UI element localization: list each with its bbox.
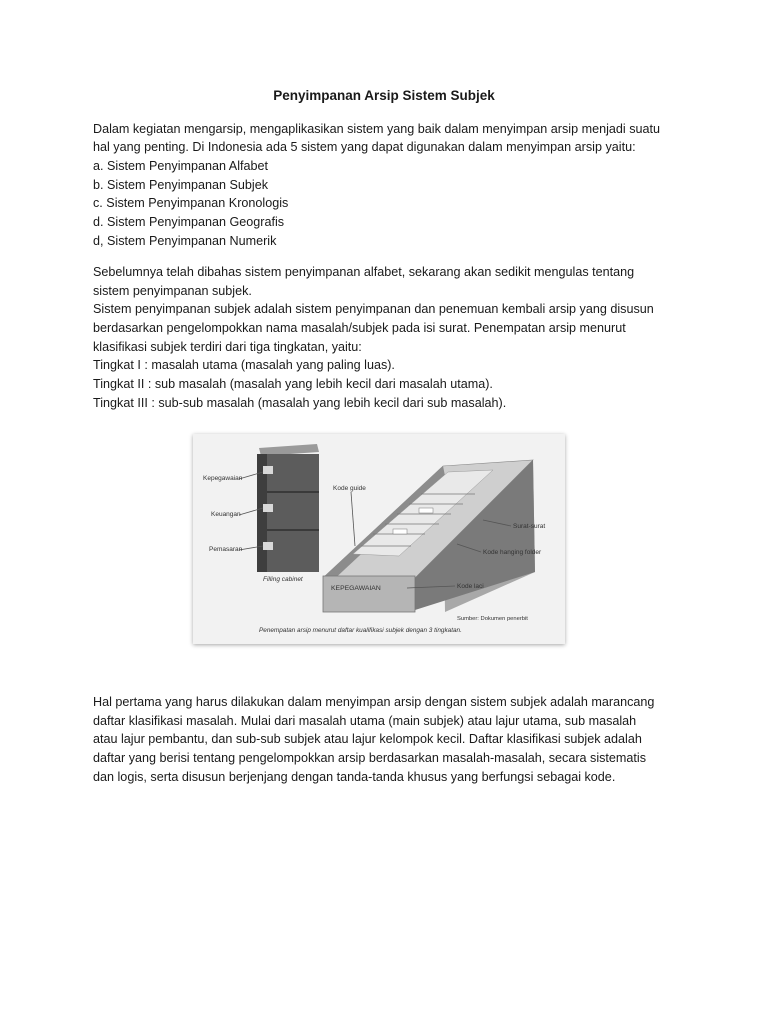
- callout-label: Surat-surat: [513, 523, 546, 530]
- document-title: Penyimpanan Arsip Sistem Subjek: [273, 88, 495, 103]
- figure-caption: Penempatan arsip menurut daftar kualifikasi subjek dengan 3 tingkatan.: [259, 627, 462, 634]
- guide-tab: [419, 508, 433, 513]
- paragraph-line: hal yang penting. Di Indonesia ada 5 sistem yang dapat digunakan dalam menyimpan arsip yaitu:: [93, 140, 636, 154]
- filing-figure: [193, 434, 565, 644]
- list-item: c. Sistem Penyimpanan Kronologis: [93, 196, 289, 210]
- filing-illustration: [193, 434, 565, 644]
- callout-label: Kode hanging folder: [483, 549, 542, 556]
- drawer-handle: [263, 466, 273, 474]
- list-item: a. Sistem Penyimpanan Alfabet: [93, 159, 269, 173]
- cabinet-caption: Filling cabinet: [263, 576, 303, 583]
- callout-label: Kode laci: [457, 583, 484, 590]
- paragraph-line: daftar yang berisi tentang pengelompokkan arsip berdasarkan masalah-masalah, secara sistematis: [93, 751, 647, 765]
- paragraph-line: Dalam kegiatan mengarsip, mengaplikasikan sistem yang baik dalam menyimpan arsip menjadi suatu: [93, 122, 661, 136]
- paragraph-line: atau lajur pembantu, dan sub-sub subjek atau lajur kelompok kecil. Daftar klasifikasi subjek adalah: [93, 732, 642, 746]
- paragraph-line: klasifikasi subjek terdiri dari tiga tingkatan, yaitu:: [93, 340, 362, 354]
- cabinet-label: Keuangan: [211, 511, 241, 518]
- paragraph-line: Sebelumnya telah dibahas sistem penyimpanan alfabet, sekarang akan sedikit mengulas tentang: [93, 265, 635, 279]
- drawer-handle: [263, 504, 273, 512]
- drawer-handle: [263, 542, 273, 550]
- drawer-front: [323, 576, 415, 612]
- cabinet-label: Kepegawaian: [203, 475, 243, 482]
- paragraph-line: berdasarkan pengelompokkan nama masalah/subjek pada isi surat. Penempatan arsip menurut: [93, 321, 626, 335]
- drawer-front-label: KEPEGAWAIAN: [331, 585, 381, 592]
- paragraph-line: Tingkat I : masalah utama (masalah yang paling luas).: [93, 358, 395, 372]
- list-item: d. Sistem Penyimpanan Geografis: [93, 215, 285, 229]
- guide-tab: [393, 529, 407, 534]
- paragraph-line: dan logis, serta disusun berjenjang dengan tanda-tanda khusus yang berfungsi sebagai kode.: [93, 770, 616, 784]
- cabinet-label: Pemasaran: [209, 546, 243, 553]
- paragraph-line: sistem penyimpanan subjek.: [93, 284, 252, 298]
- list-item: d, Sistem Penyimpanan Numerik: [93, 234, 277, 248]
- figure-source: Sumber: Dokumen penerbit: [457, 616, 528, 622]
- paragraph-line: Tingkat III : sub-sub masalah (masalah yang lebih kecil dari sub masalah).: [93, 396, 507, 410]
- paragraph-line: Tingkat II : sub masalah (masalah yang lebih kecil dari masalah utama).: [93, 377, 493, 391]
- callout-label: Kode guide: [333, 485, 366, 492]
- paragraph-line: daftar klasifikasi masalah. Mulai dari masalah utama (main subjek) atau lajur utama, sub masalah: [93, 714, 637, 728]
- paragraph-line: Sistem penyimpanan subjek adalah sistem penyimpanan dan penemuan kembali arsip yang disusun: [93, 302, 654, 316]
- leader-line: [351, 492, 355, 546]
- list-item: b. Sistem Penyimpanan Subjek: [93, 178, 269, 192]
- paragraph-line: Hal pertama yang harus dilakukan dalam menyimpan arsip dengan sistem subjek adalah marancang: [93, 695, 655, 709]
